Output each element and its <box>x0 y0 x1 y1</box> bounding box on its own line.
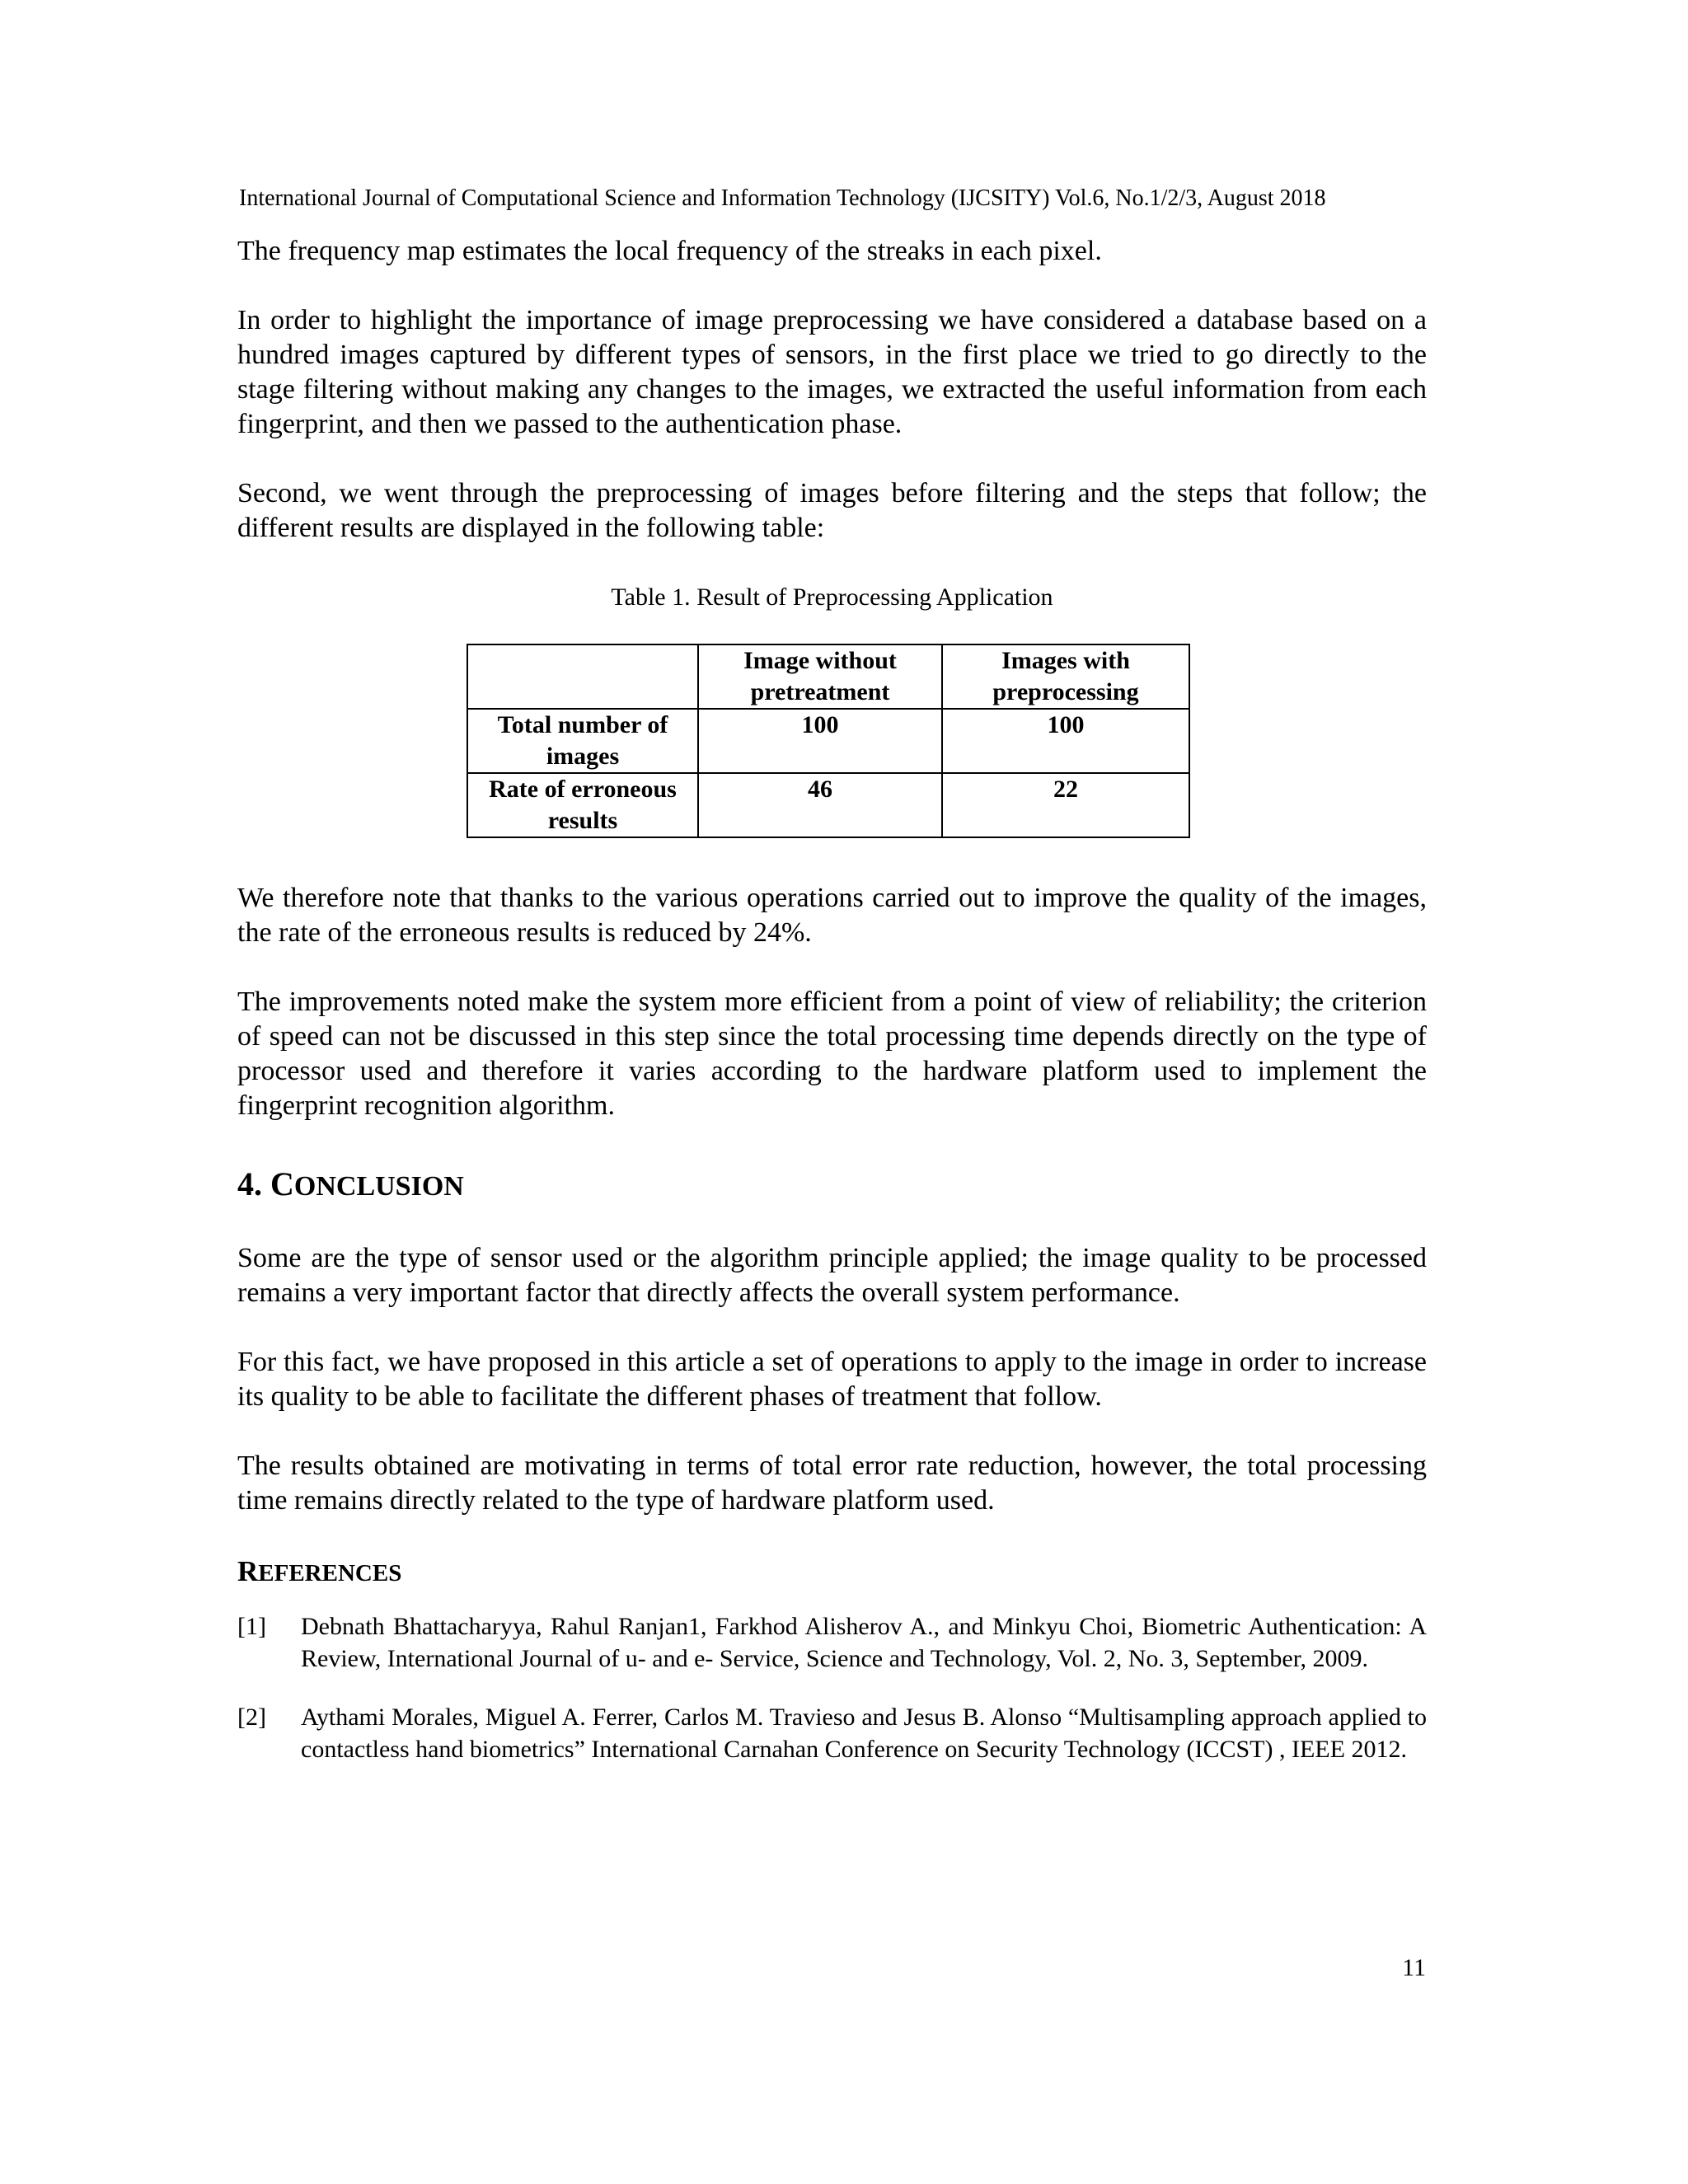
reference-number: [1] <box>237 1613 266 1640</box>
paragraph: The frequency map estimates the local frequency of the streaks in each pixel. <box>237 236 1102 266</box>
table-header-row <box>467 644 1189 709</box>
references-heading <box>237 1554 1427 1591</box>
paragraph: Some are the type of sensor used or the algorithm principle applied; the image quality to be processed remains a very important factor that directly affects the overall system performance. <box>237 1243 1427 1308</box>
paragraph: For this fact, we have proposed in this article a set of operations to apply to the image in order to increase its quality to be able to facilitate the different phases of treatment that follow. <box>237 1347 1427 1412</box>
table-row <box>467 773 1189 837</box>
paragraph: In order to highlight the importance of image preprocessing we have considered a database based on a hundred images captured by different types of sensors, in the first place we tried to go directly to the stage filtering without making any changes to the images, we extracted the useful information from each fingerprint, and then we passed to the authentication phase. <box>237 305 1427 439</box>
table-header-cell: Image without pretreatment <box>698 644 942 709</box>
table-cell: Rate of erroneous results <box>467 773 698 837</box>
body-text <box>237 234 1427 1765</box>
section-heading <box>237 1165 1427 1207</box>
table-cell: 46 <box>698 773 942 837</box>
table-cell: Total number of images <box>467 709 698 773</box>
section-title-initial: C <box>270 1165 294 1202</box>
section-title-rest: ONCLUSION <box>293 1171 464 1202</box>
results-table <box>467 644 1190 838</box>
table-row <box>467 709 1189 773</box>
references-title-rest: EFERENCES <box>258 1560 402 1586</box>
table-header-cell <box>467 644 698 709</box>
reference-item <box>237 1701 1427 1765</box>
page-number: 11 <box>1402 1954 1426 1981</box>
table-cell: 22 <box>942 773 1189 837</box>
paragraph: The improvements noted make the system more efficient from a point of view of reliability; the criterion of speed can not be discussed in this step since the total processing time depends directly on the type of processor used and therefore it varies according to the hardware platform used to implement the fingerprint recognition algorithm. <box>237 987 1427 1121</box>
table-caption: Table 1. Result of Preprocessing Application <box>611 583 1053 611</box>
paragraph: The results obtained are motivating in terms of total error rate reduction, however, the total processing time remains directly related to the type of hardware platform used. <box>237 1451 1427 1516</box>
references-initial: R <box>237 1555 259 1587</box>
table-cell: 100 <box>942 709 1189 773</box>
reference-text: Debnath Bhattacharyya, Rahul Ranjan1, Farkhod Alisherov A., and Minkyu Choi, Biometric Authentication: A Review, International Journal of u- and e- Service, Science and Technology, Vol. 2, No. 3, September, 2009. <box>301 1613 1427 1672</box>
table-header-cell: Images with preprocessing <box>942 644 1189 709</box>
paragraph: Second, we went through the preprocessing of images before filtering and the steps that follow; the different results are displayed in the following table: <box>237 478 1427 543</box>
section-number: 4. <box>237 1165 262 1202</box>
paragraph: We therefore note that thanks to the various operations carried out to improve the quality of the images, the rate of the erroneous results is reduced by 24%. <box>237 883 1427 948</box>
reference-number: [2] <box>237 1704 266 1731</box>
running-header: International Journal of Computational Science and Information Technology (IJCSITY) Vol.6, No.1/2/3, August 2018 <box>239 185 1326 211</box>
reference-text: Aythami Morales, Miguel A. Ferrer, Carlos M. Travieso and Jesus B. Alonso “Multisampling approach applied to contactless hand biometrics” International Carnahan Conference on Security Technology (ICCST) , IEEE 2012. <box>301 1704 1427 1763</box>
table-cell: 100 <box>698 709 942 773</box>
reference-item <box>237 1610 1427 1675</box>
